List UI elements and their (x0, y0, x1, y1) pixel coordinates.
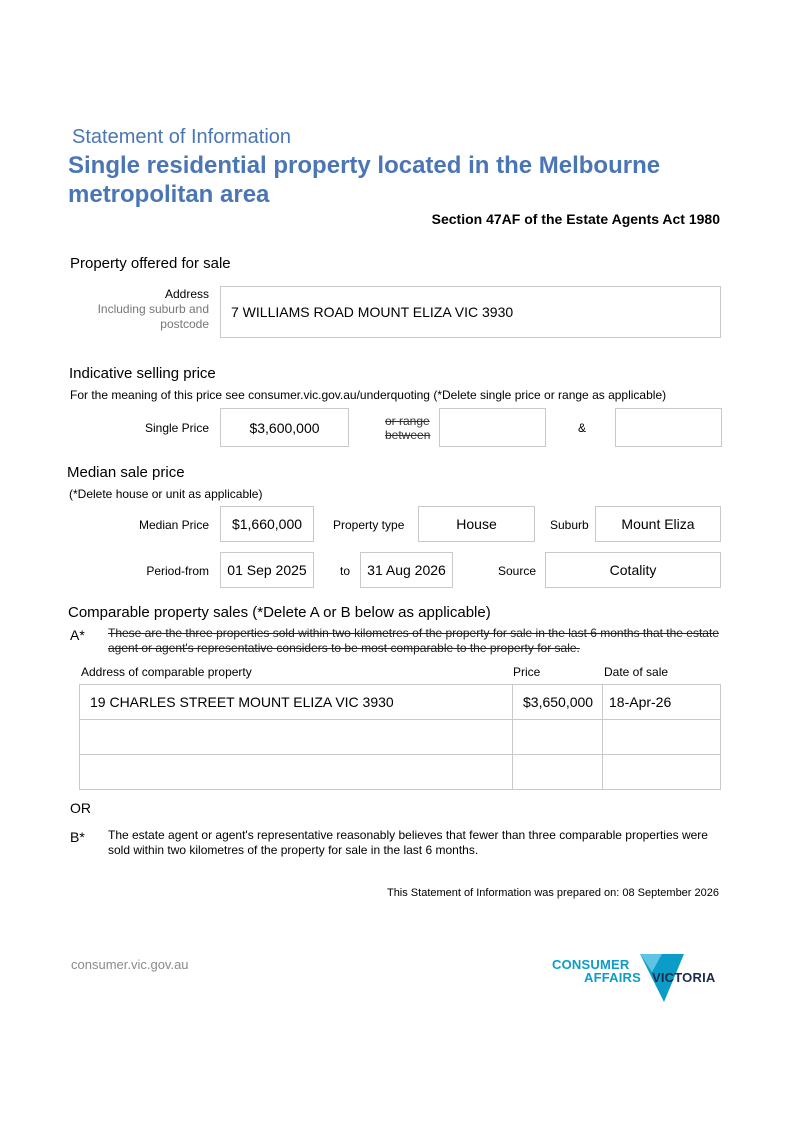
property-type-value: House (456, 516, 497, 532)
comparable-heading: Comparable property sales (*Delete A or B below as applicable) (68, 604, 491, 621)
source-value: Cotality (609, 562, 657, 578)
logo-text-victoria: VICTORIA (652, 970, 716, 985)
period-to-field[interactable] (360, 552, 453, 588)
range-and-label: & (578, 421, 587, 435)
property-type-label: Property type (333, 518, 405, 532)
document-title-line1: Single residential property located in the Melbourne (68, 152, 661, 179)
document-label: Statement of Information (72, 126, 292, 148)
median-note: (*Delete house or unit as applicable) (69, 487, 263, 501)
logo-text-consumer: CONSUMER (552, 957, 630, 972)
consumer-affairs-logo (548, 952, 724, 1004)
table-row-1-address[interactable]: 19 CHARLES STREET MOUNT ELIZA VIC 3930 (80, 685, 513, 720)
document-title-line2: metropolitan area (68, 181, 270, 208)
range-label-2: between (385, 428, 431, 442)
or-separator: OR (70, 800, 91, 816)
period-to-value: 31 Aug 2026 (367, 562, 446, 578)
range-label-1: or range (385, 414, 430, 428)
address-field[interactable] (220, 286, 721, 338)
median-heading: Median sale price (67, 464, 185, 481)
period-from-label: Period-from (146, 564, 209, 578)
suburb-value: Mount Eliza (621, 516, 695, 532)
indicative-heading: Indicative selling price (69, 365, 216, 382)
address-sublabel-2: postcode (160, 317, 209, 331)
table-row-2-price[interactable] (513, 720, 603, 755)
website-link[interactable]: consumer.vic.gov.au (71, 957, 189, 972)
column-header-date: Date of sale (604, 665, 669, 679)
option-b-marker: B* (70, 829, 85, 845)
period-to-label: to (340, 564, 351, 578)
logo-text-affairs: AFFAIRS (584, 970, 642, 985)
table-row-2-date[interactable] (603, 720, 721, 755)
column-header-price: Price (513, 665, 541, 679)
column-header-address: Address of comparable property (81, 665, 252, 679)
address-value: 7 WILLIAMS ROAD MOUNT ELIZA VIC 3930 (231, 304, 514, 320)
property-heading: Property offered for sale (70, 255, 231, 272)
suburb-label: Suburb (550, 518, 589, 532)
range-high-field[interactable] (615, 408, 722, 447)
table-row-3-date[interactable] (603, 755, 721, 790)
table-row-3-address[interactable] (80, 755, 513, 790)
comparable-table (79, 684, 721, 790)
single-price-field[interactable] (220, 408, 349, 447)
option-a-text: These are the three properties sold within two kilometres of the property for sale in the last 6 months that the estate agent or agent's representative considers to be most comparable to the property for sale. (108, 626, 719, 655)
option-a-marker: A* (70, 627, 85, 643)
property-type-field[interactable] (418, 506, 535, 542)
source-field[interactable] (545, 552, 721, 588)
median-price-field[interactable] (220, 506, 314, 542)
table-row-1-price[interactable]: $3,650,000 (513, 685, 603, 720)
address-label: Address (164, 287, 209, 301)
prepared-date: This Statement of Information was prepared on: 08 September 2026 (386, 887, 719, 899)
median-price-label: Median Price (138, 518, 209, 532)
period-from-value: 01 Sep 2025 (227, 562, 307, 578)
address-sublabel-1: Including suburb and (97, 302, 209, 316)
period-from-field[interactable] (220, 552, 314, 588)
suburb-field[interactable] (595, 506, 721, 542)
range-low-field[interactable] (439, 408, 546, 447)
indicative-note: For the meaning of this price see consumer.vic.gov.au/underquoting (*Delete single price or range as applicable) (70, 388, 667, 402)
table-row-3-price[interactable] (513, 755, 603, 790)
single-price-value: $3,600,000 (249, 419, 320, 436)
table-row-2-address[interactable] (80, 720, 513, 755)
option-b-text: The estate agent or agent's representative reasonably believes that fewer than three comparable properties were sold within two kilometres of the property for sale in the last 6 months. (108, 828, 708, 857)
act-section: Section 47AF of the Estate Agents Act 1980 (431, 211, 720, 227)
source-label: Source (498, 564, 537, 578)
single-price-label: Single Price (144, 421, 209, 435)
table-row-1-date[interactable]: 18-Apr-26 (603, 685, 721, 720)
median-price-value: $1,660,000 (231, 516, 303, 532)
